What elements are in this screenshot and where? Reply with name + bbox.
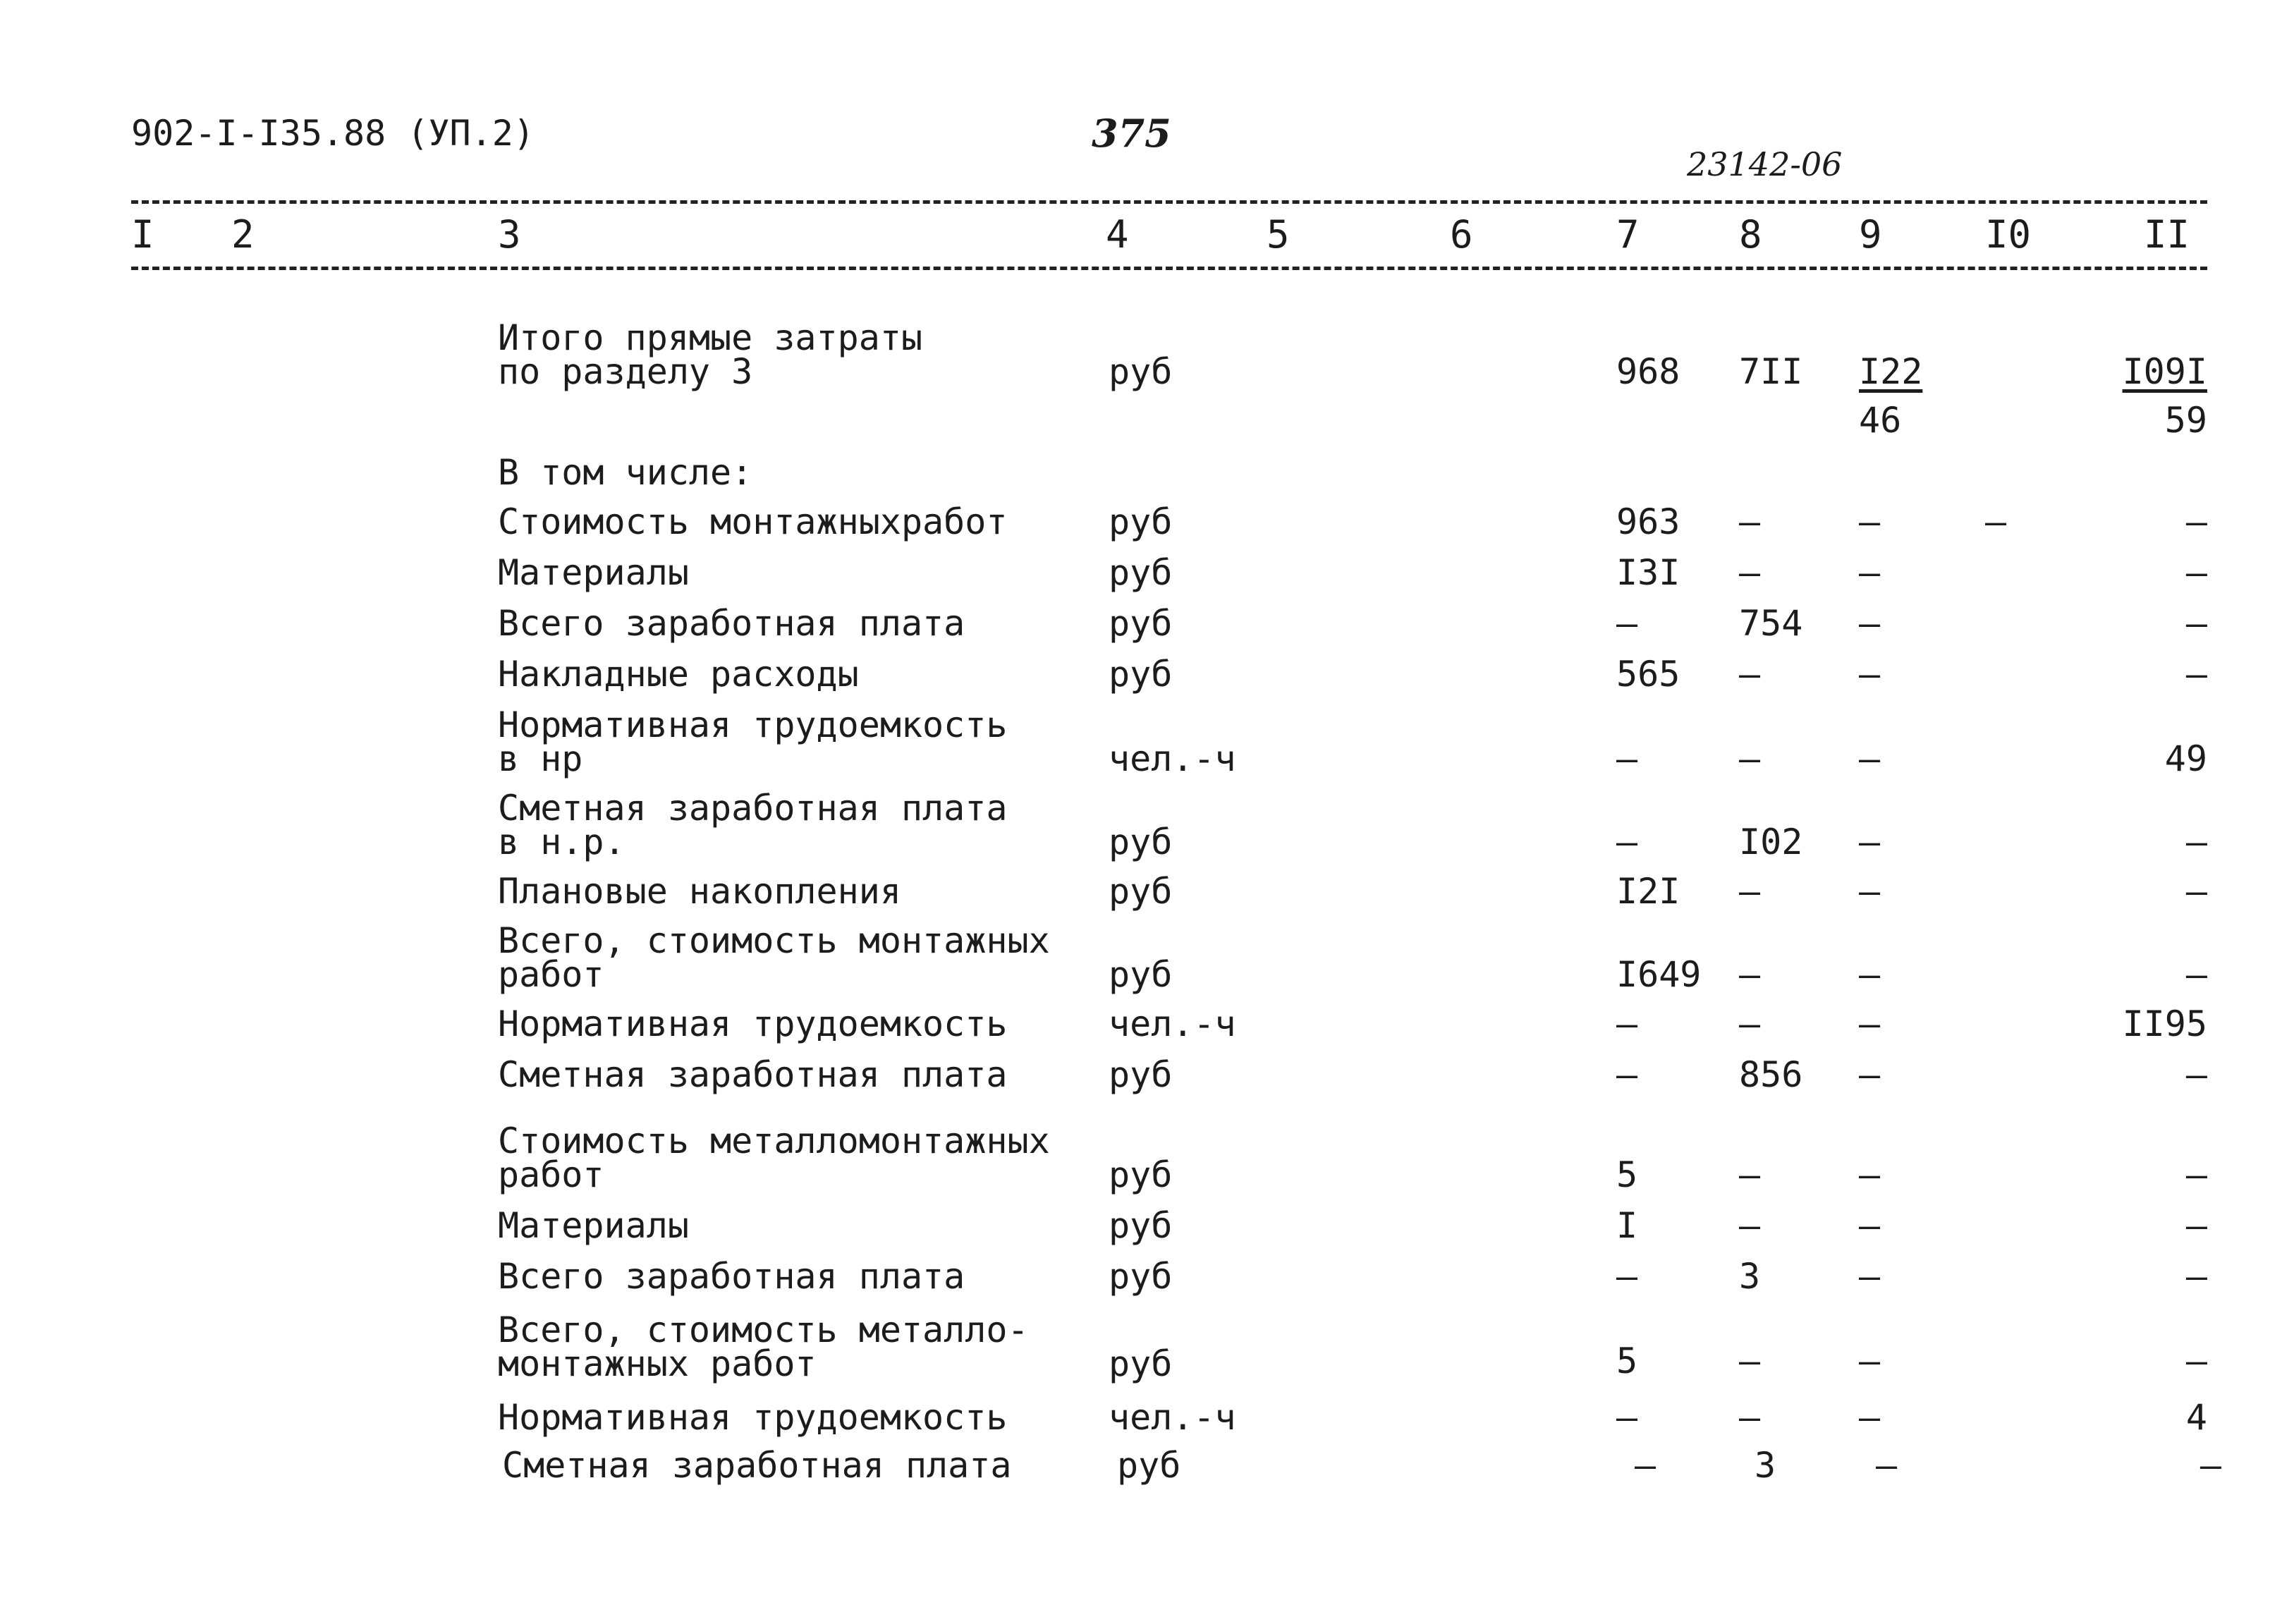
cell-col8: – xyxy=(1739,1003,1761,1044)
row-name: Итого прямые затраты xyxy=(498,317,923,358)
cell-col9: – xyxy=(1859,552,1881,593)
row-unit: руб xyxy=(1109,1343,1173,1384)
row-unit: руб xyxy=(1109,1054,1173,1095)
cell-col7: – xyxy=(1616,1397,1638,1438)
cell-col7: – xyxy=(1616,1256,1638,1297)
cell-col8: 856 xyxy=(1739,1054,1803,1095)
row-name: Всего заработная плата xyxy=(498,603,965,644)
cell-col8: 754 xyxy=(1739,603,1803,644)
cell-col8: – xyxy=(1739,1341,1761,1381)
column-header-1: I xyxy=(131,212,154,257)
cell-col8: 3 xyxy=(1755,1445,1776,1486)
table-row xyxy=(0,400,2282,441)
cell-col9: – xyxy=(1859,738,1881,779)
table-row xyxy=(0,501,2282,542)
cell-col11: – xyxy=(2185,871,2207,912)
cell-col11: II95 xyxy=(2122,1003,2207,1044)
row-name: Всего, стоимость металло- xyxy=(498,1309,1029,1350)
row-unit: чел.-ч xyxy=(1109,1003,1236,1044)
row-unit: руб xyxy=(1109,1256,1173,1297)
row-name: Накладные расходы xyxy=(498,654,859,695)
cell-col8: – xyxy=(1739,1205,1761,1246)
cell-col11: – xyxy=(2185,1154,2207,1195)
table-row xyxy=(0,654,2282,695)
cell-col9: I22 xyxy=(1859,351,1923,392)
cell-col11: 49 xyxy=(2164,738,2207,779)
cell-col8: 7II xyxy=(1739,351,1803,392)
document-code: 902-I-I35.88 (УП.2) xyxy=(131,113,535,154)
row-unit: руб xyxy=(1109,603,1173,644)
row-unit: руб xyxy=(1109,1154,1173,1195)
cell-col9: – xyxy=(1859,501,1881,542)
table-row xyxy=(0,1309,2282,1384)
row-unit: руб xyxy=(1109,954,1173,995)
row-unit: руб xyxy=(1117,1445,1181,1486)
cell-col9: – xyxy=(1859,1154,1881,1195)
cell-col9: – xyxy=(1859,654,1881,695)
cell-col7: – xyxy=(1616,1054,1638,1095)
row-unit: руб xyxy=(1109,501,1173,542)
row-name-cont: в нр xyxy=(498,738,583,779)
column-header-6: 6 xyxy=(1450,212,1473,257)
row-name: Всего заработная плата xyxy=(498,1256,965,1297)
column-header-9: 9 xyxy=(1859,212,1882,257)
row-name-cont: по разделу 3 xyxy=(498,351,753,392)
cell-col9: – xyxy=(1859,1003,1881,1044)
cell-col9: – xyxy=(1859,954,1881,995)
header-top-rule xyxy=(131,200,2207,204)
cell-col9: – xyxy=(1859,1256,1881,1297)
cell-col11: – xyxy=(2185,552,2207,593)
cell-col9: – xyxy=(1859,1054,1881,1095)
cell-col11: – xyxy=(2185,1205,2207,1246)
cell-col7: I3I xyxy=(1616,552,1680,593)
cell-col7: 5 xyxy=(1616,1154,1638,1195)
cell-col7: – xyxy=(1616,1003,1638,1044)
table-row xyxy=(0,1121,2282,1195)
cell-col7: I649 xyxy=(1616,954,1702,995)
row-name: Сметная заработная плата xyxy=(502,1445,1012,1486)
cell-col9: – xyxy=(1859,1397,1881,1438)
row-name: Плановые накопления xyxy=(498,871,901,912)
cell-col9: 46 xyxy=(1859,400,1902,441)
row-name-cont: монтажных работ xyxy=(498,1343,817,1384)
cell-col11: 4 xyxy=(2185,1397,2207,1438)
cell-col11: 59 xyxy=(2164,400,2207,441)
cell-col8: – xyxy=(1739,654,1761,695)
row-unit: чел.-ч xyxy=(1109,1397,1236,1438)
cell-col11: – xyxy=(2185,1256,2207,1297)
cell-col7: – xyxy=(1635,1445,1656,1486)
cell-col9: – xyxy=(1859,822,1881,862)
cell-col8: – xyxy=(1739,871,1761,912)
table-row xyxy=(0,603,2282,644)
cell-col7: I xyxy=(1616,1205,1638,1246)
cell-col9: – xyxy=(1876,1445,1898,1486)
cell-col7: 968 xyxy=(1616,351,1680,392)
row-name: Сметная заработная плата xyxy=(498,1054,1008,1095)
row-name: Стоимость металломонтажных xyxy=(498,1121,1050,1161)
row-unit: руб xyxy=(1109,654,1173,695)
row-name: Всего, стоимость монтажных xyxy=(498,920,1050,961)
column-header-8: 8 xyxy=(1739,212,1762,257)
row-name-cont: работ xyxy=(498,954,604,995)
cell-col11: – xyxy=(2185,603,2207,644)
table-row xyxy=(0,1003,2282,1044)
table-row xyxy=(0,788,2282,862)
cell-col8: – xyxy=(1739,552,1761,593)
row-name: В том числе: xyxy=(498,452,753,493)
row-name: Стоимость монтажныхработ xyxy=(498,501,1008,542)
row-unit: руб xyxy=(1109,552,1173,593)
row-name: Нормативная трудоемкость xyxy=(498,1397,1008,1438)
row-name: Сметная заработная плата xyxy=(498,788,1008,829)
cell-col11: – xyxy=(2199,1445,2221,1486)
row-name: Нормативная трудоемкость xyxy=(498,704,1008,745)
row-name: Нормативная трудоемкость xyxy=(498,1003,1008,1044)
column-header-7: 7 xyxy=(1616,212,1640,257)
column-header-10: I0 xyxy=(1985,212,2032,257)
cell-col7: – xyxy=(1616,738,1638,779)
row-unit: чел.-ч xyxy=(1109,738,1236,779)
row-name-cont: в н.р. xyxy=(498,822,626,862)
cell-col7: I2I xyxy=(1616,871,1680,912)
row-name-cont: работ xyxy=(498,1154,604,1195)
table-row xyxy=(0,1445,2282,1486)
row-unit: руб xyxy=(1109,351,1173,392)
cell-col11: – xyxy=(2185,654,2207,695)
header-bottom-rule xyxy=(131,267,2207,270)
cell-col8: – xyxy=(1739,1154,1761,1195)
row-name: Материалы xyxy=(498,552,689,593)
cell-col8: – xyxy=(1739,738,1761,779)
cell-col8: – xyxy=(1739,954,1761,995)
row-unit: руб xyxy=(1109,822,1173,862)
cell-col9: – xyxy=(1859,603,1881,644)
cell-col7: 963 xyxy=(1616,501,1680,542)
cell-col11: – xyxy=(2185,1054,2207,1095)
table-row xyxy=(0,1397,2282,1438)
cell-col7: – xyxy=(1616,603,1638,644)
table-row xyxy=(0,317,2282,392)
column-header-2: 2 xyxy=(231,212,255,257)
row-unit: руб xyxy=(1109,871,1173,912)
row-name: Материалы xyxy=(498,1205,689,1246)
page-number: 375 xyxy=(1092,111,1171,156)
cell-col9: – xyxy=(1859,871,1881,912)
cell-col9: – xyxy=(1859,1341,1881,1381)
cell-col10: – xyxy=(1985,501,2007,542)
cell-col8: – xyxy=(1739,1397,1761,1438)
table-row xyxy=(0,871,2282,912)
column-header-5: 5 xyxy=(1267,212,1290,257)
cell-col8: – xyxy=(1739,501,1761,542)
table-row xyxy=(0,1256,2282,1297)
column-header-4: 4 xyxy=(1106,212,1129,257)
column-header-3: 3 xyxy=(498,212,521,257)
cell-col9: – xyxy=(1859,1205,1881,1246)
cell-col8: 3 xyxy=(1739,1256,1761,1297)
cell-col11: – xyxy=(2185,1341,2207,1381)
cell-col11: – xyxy=(2185,501,2207,542)
table-row xyxy=(0,704,2282,779)
cell-col8: I02 xyxy=(1739,822,1803,862)
cell-col7: 565 xyxy=(1616,654,1680,695)
row-unit: руб xyxy=(1109,1205,1173,1246)
cell-col7: – xyxy=(1616,822,1638,862)
inventory-number: 23142-06 xyxy=(1687,145,1843,183)
cell-col11: – xyxy=(2185,822,2207,862)
cell-col11: I09I xyxy=(2122,351,2207,392)
cell-col11: – xyxy=(2185,954,2207,995)
cell-col7: 5 xyxy=(1616,1341,1638,1381)
column-header-11: II xyxy=(2144,212,2190,257)
